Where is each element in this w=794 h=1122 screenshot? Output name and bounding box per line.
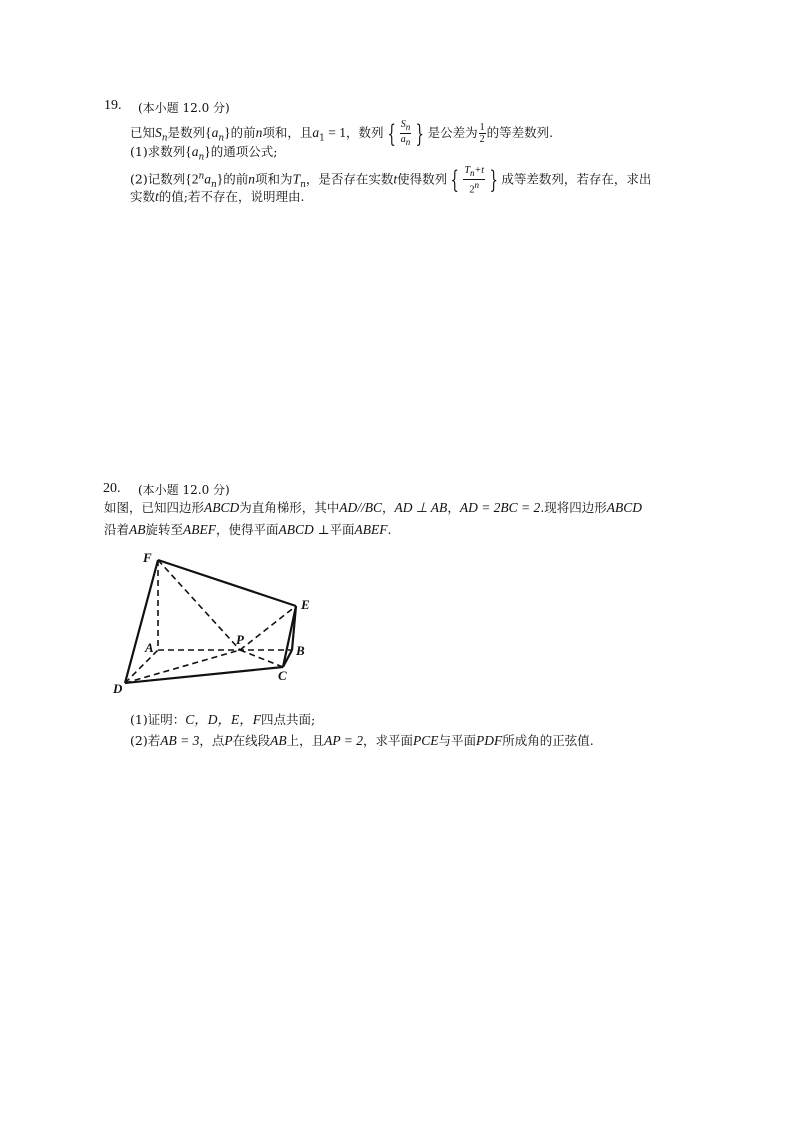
q19-half: $\frac{1}{2}$	[479, 122, 485, 145]
q20-score: (本小题 12.0 分)	[138, 483, 230, 497]
q20-part2: (2)若AB = 3，点P在线段AB上，且AP = 2，求平面PCE与平面PDF所成角的正弦值.	[130, 733, 594, 748]
edge-FD	[125, 560, 158, 683]
q20-number: 20.	[103, 481, 121, 496]
q19-part2: (2)记数列$\{2^na_n\}$的前n项和为$T_n$，是否存在实数t使得数列 { $\frac{T_n+t}{2^n}$ } 成等差数列，若存在，求出	[130, 165, 652, 196]
q19-a1: a	[312, 125, 320, 140]
q19-part2-text-1: (2)记数列	[130, 171, 186, 187]
q20-stem-line1: 如图，已知四边形ABCD为直角梯形，其中AD//BC，AD ⊥ AB，AD = 2BC = 2.现将四边形ABCD	[104, 500, 643, 515]
edge-PC	[240, 650, 283, 667]
q19-a1-eq: = 1	[324, 125, 346, 140]
label-F: F	[143, 550, 152, 565]
label-D: D	[113, 681, 123, 696]
q19-part2-text-6: 成等差数列，若存在，求出	[501, 171, 652, 187]
q19-part2-cont: 实数t的值;若不存在，说明理由.	[130, 189, 305, 204]
q19-a1-sub: 1	[319, 133, 325, 144]
q19-stem-text-6: 是公差为	[427, 125, 478, 140]
q19-part2-text-3: 项和为	[255, 171, 293, 187]
q20-figure-diagram	[100, 545, 330, 700]
q19-a: a	[211, 125, 219, 140]
figure-solid-edges	[125, 560, 296, 683]
q19-S-sub: n	[161, 133, 168, 144]
label-B: B	[296, 643, 305, 658]
q20-part1: (1)证明：C，D，E，F四点共面;	[130, 712, 316, 727]
q19-part2-fraction: { $\frac{T_n+t}{2^n}$ }	[450, 165, 498, 196]
q19-S: S	[155, 125, 162, 140]
label-A: A	[145, 640, 154, 655]
q19-part1-text-2: 的通项公式;	[210, 144, 278, 159]
q20-stem-line2: 沿着AB旋转至ABEF，使得平面ABCD ⊥平面ABEF.	[104, 522, 392, 537]
q19-part2-text-2: 的前	[223, 171, 249, 187]
q19-score: (本小题 12.0 分)	[138, 101, 230, 115]
q19-part1-text-1: (1)求数列	[130, 144, 186, 159]
q19-part1-a: a	[191, 144, 199, 159]
q19-stem-text-7: 的等差数列.	[486, 125, 554, 140]
q19-stem: 已知$S_n$是数列$\{a_n\}$的前n项和，且$a_1 = 1$，数列 { $\frac{S_n}{a_n}$ } 是公差为 $\frac{1}{2}$ 的等差数列.	[130, 119, 554, 148]
q19-n: n	[255, 125, 263, 140]
q19-stem-text-5: ，数列	[345, 125, 384, 140]
edge-DC	[125, 667, 283, 683]
label-P: P	[236, 632, 244, 647]
label-C: C	[278, 668, 287, 683]
q19-stem-text-1: 已知	[130, 125, 156, 140]
q19-part1: (1)求数列$\{a_n\}$的通项公式;	[130, 144, 278, 163]
q19-stem-text-3: 的前	[230, 125, 256, 140]
q19-part2-text-4: ，是否存在实数	[305, 171, 394, 187]
q19-part2-text-5: 使得数列	[397, 171, 448, 187]
q19-stem-text-2: 是数列	[167, 125, 206, 140]
label-E: E	[301, 597, 310, 612]
q19-stem-text-4: 项和，且	[262, 125, 313, 140]
q19-sequence-fraction: { $\frac{S_n}{a_n}$ }	[386, 119, 425, 148]
q19-number: 19.	[104, 98, 122, 113]
